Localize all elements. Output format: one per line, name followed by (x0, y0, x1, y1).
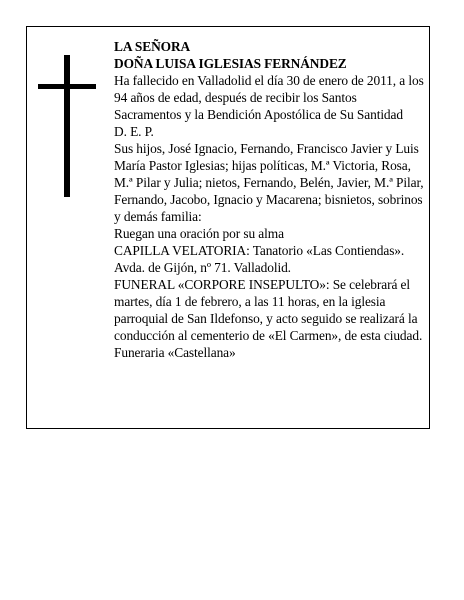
funeral-info: FUNERAL «CORPORE INSEPULTO»: Se celebrará el martes, día 1 de febrero, a las 11 horas, en la iglesia parroquial de San Ildefonso, y acto seguido se realizará la conducción al cementerio de «El Carmen», de esta ciudad. (114, 277, 423, 343)
prayer-request: Ruegan una oración por su alma (114, 226, 284, 241)
deceased-name: DOÑA LUISA IGLESIAS FERNÁNDEZ (114, 56, 347, 71)
death-announcement: Ha fallecido en Valladolid el día 30 de enero de 2011, a los 94 años de edad, después de recibir los Santos Sacramentos y la Bendición Apostólica de Su Santidad (114, 73, 424, 122)
obituary-text-block (114, 38, 426, 361)
cross-icon-crossbar (38, 84, 96, 89)
notice-title: LA SEÑORA (114, 39, 191, 54)
chapel-info: CAPILLA VELATORIA: Tanatorio «Las Contiendas». Avda. de Gijón, nº 71. Valladolid. (114, 243, 405, 275)
cross-icon (64, 55, 70, 197)
family-list: Sus hijos, José Ignacio, Fernando, Francisco Javier y Luis María Pastor Iglesias; hijas políticas, M.ª Victoria, Rosa, M.ª Pilar y Julia; nietos, Fernando, Belén, Javier, M.ª Pilar, Fernando, Jacobo, Ignacio y Macarena; bisnietos, sobrinos y demás familia: (114, 141, 424, 224)
rip-line: D. E. P. (114, 124, 154, 139)
funeral-home: Funeraria «Castellana» (114, 345, 236, 360)
